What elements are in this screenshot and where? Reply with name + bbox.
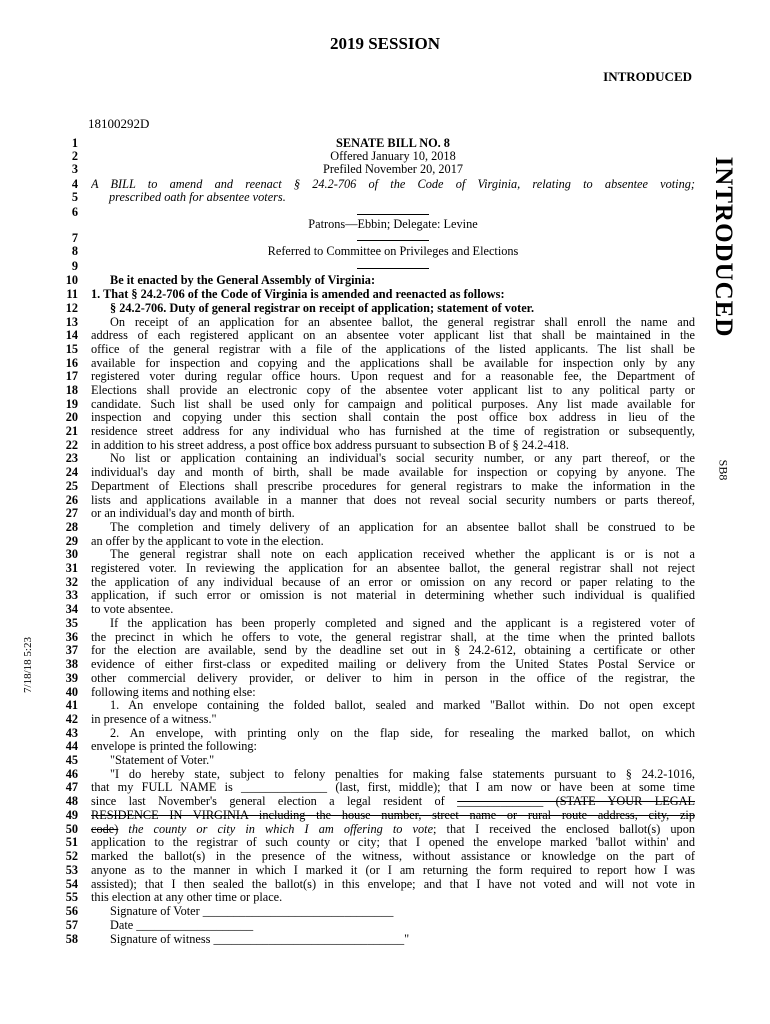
- line-number: 53: [65, 863, 78, 877]
- text-segment: residence street address for any individual who has furnished at the time of registration or subsequently,: [91, 425, 695, 438]
- line-text: [91, 589, 695, 602]
- document-id: 18100292D: [88, 116, 150, 131]
- line-text: [91, 370, 695, 383]
- line-text: [91, 740, 695, 753]
- patrons-line: [0, 218, 770, 231]
- line-number: 58: [65, 932, 78, 946]
- line-text: [91, 439, 695, 452]
- line-text: [91, 576, 695, 589]
- bill-line-36: [0, 631, 770, 644]
- text-segment: that my FULL NAME is ______________ (last, first, middle); that I am now or have been at some time: [91, 781, 695, 794]
- line-text: [91, 137, 695, 150]
- session-heading: 2019 SESSION: [329, 34, 441, 53]
- text-segment: to vote absentee.: [91, 603, 174, 616]
- text-segment: in presence of a witness.": [91, 713, 217, 726]
- line-number: 1: [71, 136, 78, 150]
- line-number: 32: [65, 575, 78, 589]
- line-text: [91, 494, 695, 507]
- bill-line-53: [0, 864, 770, 877]
- line-number: 35: [65, 616, 78, 630]
- bill-line-4: [0, 178, 770, 191]
- text-segment: 1. An envelope containing the folded ballot, sealed and marked "Ballot within. Do not open except: [110, 699, 695, 712]
- text-segment: Signature of Voter _______________________________: [110, 905, 394, 918]
- text-segment: the precinct in which he offers to vote, the general registrar shall, at the time when the printed ballots: [91, 631, 695, 644]
- bill-line-56: [0, 905, 770, 918]
- line-number: 45: [65, 753, 78, 767]
- line-text: [91, 425, 695, 438]
- text-segment: an offer by the applicant to vote in the election.: [91, 535, 324, 548]
- bill-line-49: [0, 809, 770, 822]
- line-text: [91, 411, 695, 424]
- line-text: [91, 466, 695, 479]
- line-number: 22: [65, 438, 78, 452]
- text-segment: ; that I received the enclosed ballot(s) upon: [433, 823, 695, 836]
- text-segment: since last November's general election a legal resident of: [91, 795, 458, 808]
- line-number: 57: [65, 918, 78, 932]
- bill-line-12: [0, 302, 770, 315]
- line-number: 48: [65, 794, 78, 808]
- text-segment: the county or city in which I am offering to vote: [128, 823, 434, 836]
- separator-rule: [357, 206, 429, 215]
- line-number: 49: [65, 808, 78, 822]
- bill-line-41: [0, 699, 770, 712]
- line-number: 19: [65, 397, 78, 411]
- text-segment: or an individual's day and month of birth.: [91, 507, 295, 520]
- line-text: [91, 288, 695, 301]
- bill-line-32: [0, 576, 770, 589]
- line-text: [91, 398, 695, 411]
- line-text: [91, 672, 695, 685]
- text-segment: application, if such error or omission is not material in determining whether such individual is qualified: [91, 589, 695, 602]
- line-number: 42: [65, 712, 78, 726]
- line-number: 25: [65, 479, 78, 493]
- bill-line-3: [0, 163, 770, 176]
- text-segment: "I do hereby state, subject to felony penalties for making false statements pursuant to § 24.2-1016,: [110, 768, 695, 781]
- line-number: 11: [66, 287, 78, 301]
- line-text: [91, 658, 695, 671]
- text-segment: other commercial delivery provider, or deliver to him in person in the office of the registrar, the: [91, 672, 695, 685]
- text-segment: SENATE BILL NO. 8: [336, 137, 450, 150]
- text-segment: individual's day and month of birth, shall be made available for inspection or copying by anyone. The: [91, 466, 695, 479]
- line-number: 9: [71, 259, 78, 273]
- line-text: [91, 727, 695, 740]
- line-number: 54: [65, 877, 78, 891]
- separator-rule: [357, 260, 429, 269]
- bill-line-30: [0, 548, 770, 561]
- line-text: [91, 260, 695, 273]
- line-number: 56: [65, 904, 78, 918]
- line-number: 21: [65, 424, 78, 438]
- text-segment: 1. That § 24.2-706 of the Code of Virginia is amended and reenacted as follows:: [91, 288, 505, 301]
- bill-line-23: [0, 452, 770, 465]
- line-text: [91, 781, 695, 794]
- text-segment: evidence of either first-class or expedited mailing or delivery from the United States Postal Service or: [91, 658, 695, 671]
- bill-line-51: [0, 836, 770, 849]
- text-segment: The general registrar shall note on each application received whether the applicant is or is not a: [110, 548, 695, 561]
- bill-line-39: [0, 672, 770, 685]
- line-text: [91, 274, 695, 287]
- bill-line-10: [0, 274, 770, 287]
- text-segment: following items and nothing else:: [91, 686, 256, 699]
- line-text: [91, 631, 695, 644]
- line-number: 10: [65, 273, 78, 287]
- bill-line-24: [0, 466, 770, 479]
- bill-line-45: [0, 754, 770, 767]
- line-text: [91, 521, 695, 534]
- line-text: [91, 245, 695, 258]
- bill-line-20: [0, 411, 770, 424]
- line-number: 39: [65, 671, 78, 685]
- bill-line-38: [0, 658, 770, 671]
- line-number: 51: [65, 835, 78, 849]
- bill-line-7: [0, 232, 770, 245]
- bill-line-40: [0, 686, 770, 699]
- bill-line-1: [0, 137, 770, 150]
- text-segment: assisted); that I then sealed the ballot(s) in this envelope; and that I have not voted and will not vote in: [91, 878, 695, 891]
- line-text: [91, 617, 695, 630]
- line-number: 50: [65, 822, 78, 836]
- line-text: [91, 603, 695, 616]
- line-text: [91, 933, 695, 946]
- bill-line-33: [0, 589, 770, 602]
- line-number: 40: [65, 685, 78, 699]
- text-segment: prescribed oath for absentee voters.: [109, 191, 286, 204]
- line-text: [91, 809, 695, 822]
- line-number: 18: [65, 383, 78, 397]
- text-segment: address of each registered applicant on an absentee voter applicant list that shall be maintained in the: [91, 329, 695, 342]
- text-segment: Elections shall provide an electronic copy of the absentee voter applicant list to any political party or: [91, 384, 695, 397]
- bill-line-21: [0, 425, 770, 438]
- text-segment: Offered January 10, 2018: [330, 150, 456, 163]
- line-text: [91, 644, 695, 657]
- line-text: [91, 768, 695, 781]
- bill-line-19: [0, 398, 770, 411]
- text-segment: Date ___________________: [110, 919, 254, 932]
- bill-line-34: [0, 603, 770, 616]
- line-number: 52: [65, 849, 78, 863]
- bill-line-9: [0, 260, 770, 273]
- bill-line-43: [0, 727, 770, 740]
- bill-line-52: [0, 850, 770, 863]
- line-text: [91, 507, 695, 520]
- text-segment: Patrons—Ebbin; Delegate: Levine: [308, 218, 478, 231]
- line-number: 28: [65, 520, 78, 534]
- bill-line-47: [0, 781, 770, 794]
- bill-line-58: [0, 933, 770, 946]
- text-segment: office of the general registrar with a file of the applications of the listed applicants. The list shall be: [91, 343, 695, 356]
- line-number: 3: [71, 162, 78, 176]
- text-segment: Referred to Committee on Privileges and Elections: [267, 245, 519, 258]
- line-number: 46: [65, 767, 78, 781]
- text-segment: in addition to his street address, a post office box address pursuant to subsection B of § 24.2-418.: [91, 439, 569, 452]
- text-segment: RESIDENCE IN VIRGINIA including the house number, street name or rural route address, city, zip: [91, 809, 695, 822]
- text-segment: Prefiled November 20, 2017: [322, 163, 463, 176]
- line-text: [91, 150, 695, 163]
- line-number: 16: [65, 356, 78, 370]
- line-number: 4: [71, 177, 78, 191]
- line-text: [91, 163, 695, 176]
- line-number: 8: [71, 244, 78, 258]
- line-text: [91, 232, 695, 245]
- line-number: 26: [65, 493, 78, 507]
- line-text: [91, 218, 695, 231]
- bill-line-15: [0, 343, 770, 356]
- line-number: 14: [65, 328, 78, 342]
- line-number: 23: [65, 451, 78, 465]
- bill-line-29: [0, 535, 770, 548]
- line-text: [91, 905, 695, 918]
- text-segment: registered voter during regular office hours. Upon request and for a reasonable fee, the Department of: [91, 370, 695, 383]
- line-number: 27: [65, 506, 78, 520]
- bill-line-46: [0, 768, 770, 781]
- bill-line-55: [0, 891, 770, 904]
- bill-line-57: [0, 919, 770, 932]
- line-number: 55: [65, 890, 78, 904]
- bill-line-14: [0, 329, 770, 342]
- line-text: [91, 316, 695, 329]
- bill-line-50: [0, 823, 770, 836]
- text-segment: No list or application containing an individual's social security number, or any part thereof, or the: [110, 452, 695, 465]
- line-number: 33: [65, 588, 78, 602]
- line-text: [91, 878, 695, 891]
- bill-line-11: [0, 288, 770, 301]
- bill-line-35: [0, 617, 770, 630]
- line-text: [91, 699, 695, 712]
- text-segment: anyone as to the manner in which I marked it (or I am returning the form required to report how I was: [91, 864, 695, 877]
- line-text: [91, 754, 695, 767]
- line-number: 31: [65, 561, 78, 575]
- line-text: [91, 191, 695, 204]
- line-number: 43: [65, 726, 78, 740]
- line-number: 37: [65, 643, 78, 657]
- line-text: [91, 480, 695, 493]
- line-text: [91, 535, 695, 548]
- text-segment: available for inspection and copying and the applications shall be available for inspection only by any: [91, 357, 695, 370]
- text-segment: application to the registrar of such county or city; that I opened the envelope marked 'ballot within' and: [91, 836, 695, 849]
- bill-line-37: [0, 644, 770, 657]
- text-segment: On receipt of an application for an absentee ballot, the general registrar shall enroll the name and: [110, 316, 695, 329]
- line-number: 5: [71, 190, 78, 204]
- text-segment: A BILL to amend and reenact § 24.2-706 of the Code of Virginia, relating to absentee voting;: [91, 178, 695, 191]
- line-text: [91, 357, 695, 370]
- line-text: [91, 836, 695, 849]
- line-text: [91, 850, 695, 863]
- text-segment: lists and applications available in a manner that does not reveal social security numbers or parts thereof,: [91, 494, 695, 507]
- text-segment: ______________ (STATE YOUR LEGAL: [457, 795, 695, 808]
- line-number: 7: [71, 231, 78, 245]
- line-text: [91, 343, 695, 356]
- line-text: [91, 686, 695, 699]
- line-text: [91, 178, 695, 191]
- bill-line-25: [0, 480, 770, 493]
- text-segment: § 24.2-706. Duty of general registrar on receipt of application; statement of voter.: [110, 302, 535, 315]
- text-segment: If the application has been properly completed and signed and the applicant is a registered voter of: [110, 617, 695, 630]
- text-segment: marked the ballot(s) in the presence of the witness, without assistance or knowledge on the part of: [91, 850, 695, 863]
- bill-line-54: [0, 878, 770, 891]
- line-number: 12: [65, 301, 78, 315]
- line-text: [91, 919, 695, 932]
- bill-line-17: [0, 370, 770, 383]
- line-number: 38: [65, 657, 78, 671]
- line-number: 47: [65, 780, 78, 794]
- line-number: 29: [65, 534, 78, 548]
- line-text: [91, 452, 695, 465]
- bill-line-2: [0, 150, 770, 163]
- bill-line-42: [0, 713, 770, 726]
- status-label: INTRODUCED: [603, 69, 692, 84]
- text-segment: code): [91, 823, 119, 836]
- text-segment: envelope is printed the following:: [91, 740, 257, 753]
- bill-line-44: [0, 740, 770, 753]
- line-text: [91, 823, 695, 836]
- line-number: 6: [71, 205, 78, 219]
- line-number: 41: [65, 698, 78, 712]
- text-segment: Signature of witness _______________________________": [110, 933, 410, 946]
- bill-line-16: [0, 357, 770, 370]
- line-number: 13: [65, 315, 78, 329]
- text-segment: candidate. Such list shall be used only for campaign and political purposes. Any list made available for: [91, 398, 695, 411]
- line-number: 15: [65, 342, 78, 356]
- bill-line-5: [0, 191, 770, 204]
- line-text: [91, 891, 695, 904]
- line-number: 24: [65, 465, 78, 479]
- line-text: [91, 302, 695, 315]
- bill-line-8: [0, 245, 770, 258]
- bill-line-26: [0, 494, 770, 507]
- text-segment: Be it enacted by the General Assembly of Virginia:: [110, 274, 376, 287]
- text-segment: Department of Elections shall prescribe procedures for general registrars to make the information in the: [91, 480, 695, 493]
- timestamp-text: 7/18/18 5:23: [22, 637, 34, 693]
- line-number: 36: [65, 630, 78, 644]
- line-number: 17: [65, 369, 78, 383]
- text-segment: The completion and timely delivery of an application for an absentee ballot shall be construed to be: [110, 521, 695, 534]
- bill-line-22: [0, 439, 770, 452]
- bill-line-13: [0, 316, 770, 329]
- bill-code-text: SB8: [716, 459, 731, 481]
- text-segment: 2. An envelope, with printing only on the flap side, for resealing the marked ballot, on which: [110, 727, 695, 740]
- text-segment: for the election are available, send by the deadline set out in § 24.2-612, obtaining a certificate or other: [91, 644, 695, 657]
- line-text: [91, 864, 695, 877]
- line-number: 34: [65, 602, 78, 616]
- bill-line-27: [0, 507, 770, 520]
- line-text: [91, 548, 695, 561]
- text-segment: this election at any other time or place.: [91, 891, 283, 904]
- line-text: [91, 384, 695, 397]
- separator-rule: [357, 232, 429, 241]
- line-number: 2: [71, 149, 78, 163]
- line-number: 30: [65, 547, 78, 561]
- text-segment: "Statement of Voter.": [110, 754, 215, 767]
- bill-line-18: [0, 384, 770, 397]
- line-text: [91, 329, 695, 342]
- line-number: 44: [65, 739, 78, 753]
- bill-line-28: [0, 521, 770, 534]
- line-text: [91, 713, 695, 726]
- text-segment: registered voter. In reviewing the application for an absentee ballot, the general registrar shall not reject: [91, 562, 695, 575]
- vertical-status-text: INTRODUCED: [710, 156, 737, 338]
- line-text: [91, 562, 695, 575]
- line-text: [91, 795, 695, 808]
- text-segment: [118, 823, 128, 836]
- line-number: 20: [65, 410, 78, 424]
- bill-line-31: [0, 562, 770, 575]
- text-segment: inspection and copying under this section shall contain the post office box address in lieu of the: [91, 411, 695, 424]
- text-segment: the application of any individual because of an error or omission on any record or paper relating to the: [91, 576, 695, 589]
- bill-line-48: [0, 795, 770, 808]
